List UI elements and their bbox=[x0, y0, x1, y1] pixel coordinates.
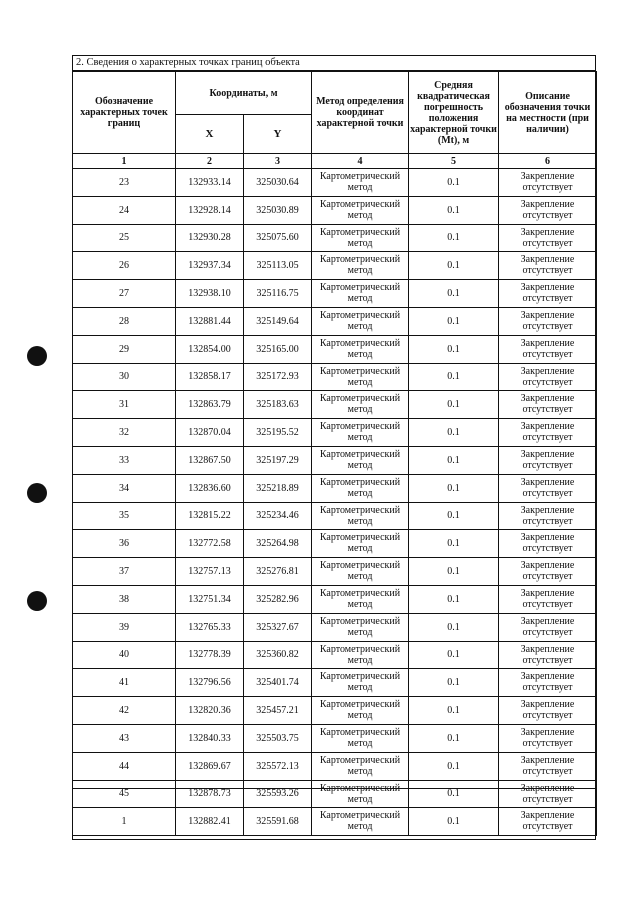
point-number: 35 bbox=[73, 502, 176, 530]
point-number: 24 bbox=[73, 196, 176, 224]
description-cell: Закрепление отсутствует bbox=[499, 697, 597, 725]
description-cell: Закрепление отсутствует bbox=[499, 335, 597, 363]
header-mean-square-error: Средняя квадратическая погрешность положения характерной точки (Mt), м bbox=[409, 72, 499, 154]
table-row bbox=[73, 252, 597, 280]
method-cell: Картометрический метод bbox=[312, 280, 409, 308]
coord-y: 325264.98 bbox=[244, 530, 312, 558]
point-number: 38 bbox=[73, 585, 176, 613]
coord-y: 325572.13 bbox=[244, 752, 312, 780]
error-cell: 0.1 bbox=[409, 780, 499, 808]
coord-x: 132928.14 bbox=[176, 196, 244, 224]
error-cell: 0.1 bbox=[409, 252, 499, 280]
table-row bbox=[73, 391, 597, 419]
description-cell: Закрепление отсутствует bbox=[499, 474, 597, 502]
punch-hole bbox=[27, 346, 47, 366]
method-cell: Картометрический метод bbox=[312, 474, 409, 502]
column-number: 2 bbox=[176, 154, 244, 169]
coord-x: 132930.28 bbox=[176, 224, 244, 252]
point-number: 1 bbox=[73, 808, 176, 836]
section-title: 2. Сведения о характерных точках границ объекта bbox=[73, 56, 595, 71]
error-cell: 0.1 bbox=[409, 752, 499, 780]
coord-x: 132772.58 bbox=[176, 530, 244, 558]
error-cell: 0.1 bbox=[409, 363, 499, 391]
coord-x: 132836.60 bbox=[176, 474, 244, 502]
coord-y: 325276.81 bbox=[244, 558, 312, 586]
coord-x: 132870.04 bbox=[176, 419, 244, 447]
point-number: 26 bbox=[73, 252, 176, 280]
error-cell: 0.1 bbox=[409, 446, 499, 474]
coord-x: 132815.22 bbox=[176, 502, 244, 530]
method-cell: Картометрический метод bbox=[312, 502, 409, 530]
header-method: Метод определения координат характерной точки bbox=[312, 72, 409, 154]
table-row bbox=[73, 224, 597, 252]
coord-y: 325116.75 bbox=[244, 280, 312, 308]
method-cell: Картометрический метод bbox=[312, 196, 409, 224]
error-cell: 0.1 bbox=[409, 530, 499, 558]
error-cell: 0.1 bbox=[409, 335, 499, 363]
method-cell: Картометрический метод bbox=[312, 752, 409, 780]
coord-x: 132778.39 bbox=[176, 641, 244, 669]
method-cell: Картометрический метод bbox=[312, 169, 409, 197]
punch-hole bbox=[27, 591, 47, 611]
error-cell: 0.1 bbox=[409, 585, 499, 613]
coord-y: 325197.29 bbox=[244, 446, 312, 474]
coord-x: 132757.13 bbox=[176, 558, 244, 586]
table-row bbox=[73, 169, 597, 197]
column-number: 4 bbox=[312, 154, 409, 169]
description-cell: Закрепление отсутствует bbox=[499, 169, 597, 197]
method-cell: Картометрический метод bbox=[312, 613, 409, 641]
method-cell: Картометрический метод bbox=[312, 530, 409, 558]
coord-y: 325591.68 bbox=[244, 808, 312, 836]
coord-x: 132765.33 bbox=[176, 613, 244, 641]
coord-x: 132881.44 bbox=[176, 307, 244, 335]
description-cell: Закрепление отсутствует bbox=[499, 224, 597, 252]
header-coordinates: Координаты, м bbox=[176, 72, 312, 115]
table-row bbox=[73, 585, 597, 613]
error-cell: 0.1 bbox=[409, 613, 499, 641]
error-cell: 0.1 bbox=[409, 502, 499, 530]
coord-x: 132938.10 bbox=[176, 280, 244, 308]
description-cell: Закрепление отсутствует bbox=[499, 669, 597, 697]
point-number: 30 bbox=[73, 363, 176, 391]
point-number: 37 bbox=[73, 558, 176, 586]
point-number: 33 bbox=[73, 446, 176, 474]
coord-y: 325360.82 bbox=[244, 641, 312, 669]
description-cell: Закрепление отсутствует bbox=[499, 613, 597, 641]
coord-y: 325457.21 bbox=[244, 697, 312, 725]
description-cell: Закрепление отсутствует bbox=[499, 280, 597, 308]
column-number: 6 bbox=[499, 154, 597, 169]
method-cell: Картометрический метод bbox=[312, 363, 409, 391]
description-cell: Закрепление отсутствует bbox=[499, 391, 597, 419]
method-cell: Картометрический метод bbox=[312, 307, 409, 335]
error-cell: 0.1 bbox=[409, 224, 499, 252]
point-number: 32 bbox=[73, 419, 176, 447]
coord-y: 325165.00 bbox=[244, 335, 312, 363]
coord-x: 132854.00 bbox=[176, 335, 244, 363]
point-number: 44 bbox=[73, 752, 176, 780]
point-number: 40 bbox=[73, 641, 176, 669]
error-cell: 0.1 bbox=[409, 641, 499, 669]
boundary-points-sheet bbox=[72, 55, 596, 840]
method-cell: Картометрический метод bbox=[312, 808, 409, 836]
description-cell: Закрепление отсутствует bbox=[499, 307, 597, 335]
error-cell: 0.1 bbox=[409, 419, 499, 447]
method-cell: Картометрический метод bbox=[312, 446, 409, 474]
point-number: 31 bbox=[73, 391, 176, 419]
error-cell: 0.1 bbox=[409, 307, 499, 335]
point-number: 34 bbox=[73, 474, 176, 502]
coord-y: 325593.26 bbox=[244, 780, 312, 808]
method-cell: Картометрический метод bbox=[312, 669, 409, 697]
header-x: X bbox=[176, 115, 244, 154]
table-row bbox=[73, 419, 597, 447]
coord-x: 132869.67 bbox=[176, 752, 244, 780]
table-row bbox=[73, 669, 597, 697]
coord-x: 132840.33 bbox=[176, 724, 244, 752]
point-number: 25 bbox=[73, 224, 176, 252]
table-row bbox=[73, 307, 597, 335]
table-row bbox=[73, 641, 597, 669]
coord-x: 132933.14 bbox=[176, 169, 244, 197]
description-cell: Закрепление отсутствует bbox=[499, 196, 597, 224]
table-row bbox=[73, 363, 597, 391]
point-number: 43 bbox=[73, 724, 176, 752]
coord-y: 325503.75 bbox=[244, 724, 312, 752]
description-cell: Закрепление отсутствует bbox=[499, 419, 597, 447]
coord-y: 325282.96 bbox=[244, 585, 312, 613]
method-cell: Картометрический метод bbox=[312, 585, 409, 613]
coord-x: 132882.41 bbox=[176, 808, 244, 836]
table-row bbox=[73, 502, 597, 530]
point-number: 36 bbox=[73, 530, 176, 558]
header-y: Y bbox=[244, 115, 312, 154]
error-cell: 0.1 bbox=[409, 196, 499, 224]
description-cell: Закрепление отсутствует bbox=[499, 252, 597, 280]
error-cell: 0.1 bbox=[409, 697, 499, 725]
description-cell: Закрепление отсутствует bbox=[499, 724, 597, 752]
coord-y: 325172.93 bbox=[244, 363, 312, 391]
description-cell: Закрепление отсутствует bbox=[499, 808, 597, 836]
description-cell: Закрепление отсутствует bbox=[499, 780, 597, 808]
method-cell: Картометрический метод bbox=[312, 697, 409, 725]
coord-x: 132751.34 bbox=[176, 585, 244, 613]
coord-y: 325218.89 bbox=[244, 474, 312, 502]
table-row bbox=[73, 752, 597, 780]
method-cell: Картометрический метод bbox=[312, 724, 409, 752]
coord-y: 325195.52 bbox=[244, 419, 312, 447]
description-cell: Закрепление отсутствует bbox=[499, 641, 597, 669]
coord-y: 325183.63 bbox=[244, 391, 312, 419]
coord-y: 325234.46 bbox=[244, 502, 312, 530]
table-row bbox=[73, 613, 597, 641]
table-row bbox=[73, 446, 597, 474]
coord-x: 132867.50 bbox=[176, 446, 244, 474]
method-cell: Картометрический метод bbox=[312, 780, 409, 808]
coord-y: 325113.05 bbox=[244, 252, 312, 280]
method-cell: Картометрический метод bbox=[312, 419, 409, 447]
method-cell: Картометрический метод bbox=[312, 641, 409, 669]
coord-x: 132820.36 bbox=[176, 697, 244, 725]
description-cell: Закрепление отсутствует bbox=[499, 363, 597, 391]
point-number: 28 bbox=[73, 307, 176, 335]
point-number: 23 bbox=[73, 169, 176, 197]
description-cell: Закрепление отсутствует bbox=[499, 585, 597, 613]
table-row bbox=[73, 530, 597, 558]
description-cell: Закрепление отсутствует bbox=[499, 530, 597, 558]
coord-y: 325030.89 bbox=[244, 196, 312, 224]
table-row bbox=[73, 280, 597, 308]
header-point-designation: Обозначение характерных точек границ bbox=[73, 72, 176, 154]
method-cell: Картометрический метод bbox=[312, 224, 409, 252]
description-cell: Закрепление отсутствует bbox=[499, 502, 597, 530]
coord-x: 132796.56 bbox=[176, 669, 244, 697]
error-cell: 0.1 bbox=[409, 474, 499, 502]
boundary-points-table bbox=[72, 71, 597, 836]
error-cell: 0.1 bbox=[409, 669, 499, 697]
table-row bbox=[73, 335, 597, 363]
description-cell: Закрепление отсутствует bbox=[499, 752, 597, 780]
coord-x: 132858.17 bbox=[176, 363, 244, 391]
error-cell: 0.1 bbox=[409, 724, 499, 752]
point-number: 27 bbox=[73, 280, 176, 308]
table-row bbox=[73, 474, 597, 502]
point-number: 41 bbox=[73, 669, 176, 697]
description-cell: Закрепление отсутствует bbox=[499, 558, 597, 586]
method-cell: Картометрический метод bbox=[312, 391, 409, 419]
coord-x: 132863.79 bbox=[176, 391, 244, 419]
coord-y: 325030.64 bbox=[244, 169, 312, 197]
table-row bbox=[73, 724, 597, 752]
method-cell: Картометрический метод bbox=[312, 335, 409, 363]
coord-x: 132878.73 bbox=[176, 780, 244, 808]
point-number: 39 bbox=[73, 613, 176, 641]
point-number: 42 bbox=[73, 697, 176, 725]
column-number: 1 bbox=[73, 154, 176, 169]
coord-x: 132937.34 bbox=[176, 252, 244, 280]
coord-y: 325149.64 bbox=[244, 307, 312, 335]
column-number: 5 bbox=[409, 154, 499, 169]
table-row bbox=[73, 697, 597, 725]
point-number: 29 bbox=[73, 335, 176, 363]
table-row bbox=[73, 558, 597, 586]
error-cell: 0.1 bbox=[409, 391, 499, 419]
point-number: 45 bbox=[73, 780, 176, 808]
table-row bbox=[73, 196, 597, 224]
error-cell: 0.1 bbox=[409, 808, 499, 836]
method-cell: Картометрический метод bbox=[312, 252, 409, 280]
header-description: Описание обозначения точки на местности (при наличии) bbox=[499, 72, 597, 154]
punch-hole bbox=[27, 483, 47, 503]
column-number: 3 bbox=[244, 154, 312, 169]
coord-y: 325075.60 bbox=[244, 224, 312, 252]
error-cell: 0.1 bbox=[409, 169, 499, 197]
coord-y: 325401.74 bbox=[244, 669, 312, 697]
method-cell: Картометрический метод bbox=[312, 558, 409, 586]
coord-y: 325327.67 bbox=[244, 613, 312, 641]
description-cell: Закрепление отсутствует bbox=[499, 446, 597, 474]
error-cell: 0.1 bbox=[409, 558, 499, 586]
error-cell: 0.1 bbox=[409, 280, 499, 308]
empty-footer-area bbox=[73, 788, 595, 839]
